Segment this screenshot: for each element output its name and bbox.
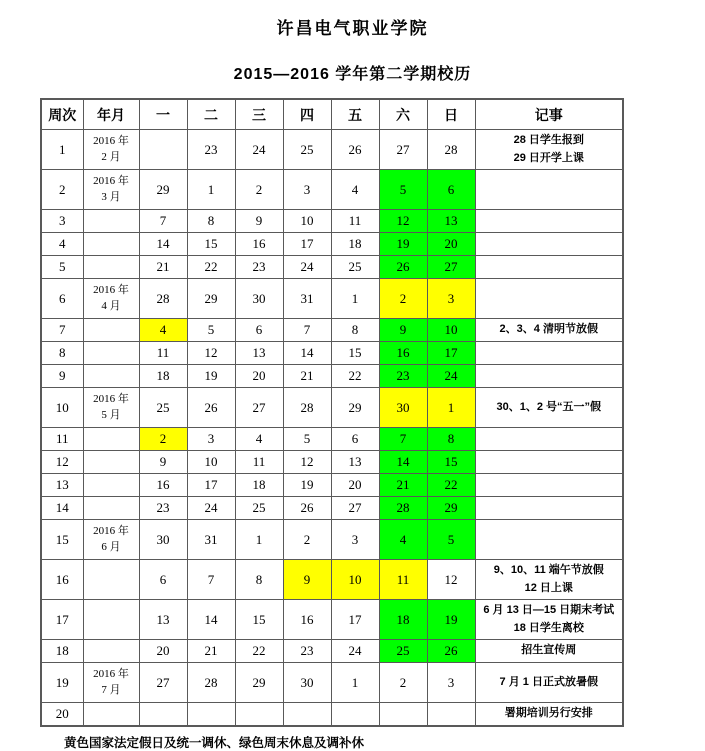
day-cell: 23 (379, 365, 427, 388)
column-header-8: 日 (427, 99, 475, 130)
day-cell: 13 (427, 210, 475, 233)
day-cell: 28 (379, 497, 427, 520)
calendar-row-week-12 (41, 451, 623, 474)
day-cell: 23 (139, 497, 187, 520)
year-month-cell: 2016 年 7 月 (83, 663, 139, 703)
day-cell: 7 (379, 428, 427, 451)
day-cell: 14 (139, 233, 187, 256)
day-cell: 1 (427, 388, 475, 428)
year-month-cell: 2016 年 6 月 (83, 520, 139, 560)
day-cell: 8 (235, 560, 283, 600)
day-cell: 21 (139, 256, 187, 279)
year-month-cell (83, 210, 139, 233)
calendar-table (40, 98, 624, 727)
day-cell: 5 (283, 428, 331, 451)
day-cell: 16 (235, 233, 283, 256)
calendar-header (41, 99, 623, 130)
calendar-row-week-4 (41, 233, 623, 256)
day-cell: 2 (283, 520, 331, 560)
calendar-row-week-19 (41, 663, 623, 703)
day-cell: 25 (235, 497, 283, 520)
week-number-cell: 10 (41, 388, 83, 428)
day-cell: 13 (139, 600, 187, 640)
day-cell: 2 (139, 428, 187, 451)
calendar-row-week-13 (41, 474, 623, 497)
day-cell: 20 (139, 640, 187, 663)
day-cell: 5 (187, 319, 235, 342)
day-cell: 8 (427, 428, 475, 451)
day-cell (235, 703, 283, 726)
calendar-row-week-6 (41, 279, 623, 319)
day-cell: 9 (283, 560, 331, 600)
day-cell: 15 (235, 600, 283, 640)
day-cell: 22 (331, 365, 379, 388)
day-cell: 22 (427, 474, 475, 497)
day-cell: 6 (331, 428, 379, 451)
note-cell (475, 428, 623, 451)
day-cell: 5 (427, 520, 475, 560)
day-cell: 14 (187, 600, 235, 640)
calendar-row-week-3 (41, 210, 623, 233)
day-cell: 29 (187, 279, 235, 319)
day-cell: 31 (283, 279, 331, 319)
year-month-cell (83, 703, 139, 726)
day-cell: 8 (187, 210, 235, 233)
calendar-row-week-8 (41, 342, 623, 365)
column-header-5: 四 (283, 99, 331, 130)
calendar-row-week-1 (41, 130, 623, 170)
calendar-row-week-18 (41, 640, 623, 663)
calendar-row-week-9 (41, 365, 623, 388)
day-cell: 20 (331, 474, 379, 497)
calendar-row-week-17 (41, 600, 623, 640)
day-cell: 3 (331, 520, 379, 560)
week-number-cell: 17 (41, 600, 83, 640)
day-cell: 17 (331, 600, 379, 640)
day-cell: 27 (379, 130, 427, 170)
day-cell: 16 (283, 600, 331, 640)
day-cell: 6 (427, 170, 475, 210)
day-cell: 24 (187, 497, 235, 520)
day-cell (379, 703, 427, 726)
week-number-cell: 12 (41, 451, 83, 474)
day-cell: 4 (379, 520, 427, 560)
week-number-cell: 19 (41, 663, 83, 703)
day-cell: 10 (331, 560, 379, 600)
column-header-3: 二 (187, 99, 235, 130)
day-cell: 25 (139, 388, 187, 428)
day-cell: 7 (187, 560, 235, 600)
year-month-cell (83, 256, 139, 279)
day-cell: 19 (187, 365, 235, 388)
day-cell: 30 (283, 663, 331, 703)
note-cell (475, 451, 623, 474)
year-month-cell: 2016 年 2 月 (83, 130, 139, 170)
column-header-2: 一 (139, 99, 187, 130)
note-cell (475, 520, 623, 560)
day-cell: 11 (235, 451, 283, 474)
day-cell: 12 (379, 210, 427, 233)
day-cell: 18 (379, 600, 427, 640)
calendar-row-week-2 (41, 170, 623, 210)
day-cell: 10 (283, 210, 331, 233)
day-cell: 12 (187, 342, 235, 365)
day-cell: 7 (139, 210, 187, 233)
day-cell: 10 (187, 451, 235, 474)
note-cell (475, 342, 623, 365)
note-cell (475, 256, 623, 279)
note-cell: 30、1、2 号“五一”假 (475, 388, 623, 428)
day-cell (331, 703, 379, 726)
calendar-subtitle: 2015—2016 学年第二学期校历 (233, 66, 472, 83)
day-cell: 18 (139, 365, 187, 388)
day-cell: 4 (235, 428, 283, 451)
day-cell: 25 (331, 256, 379, 279)
day-cell: 3 (187, 428, 235, 451)
calendar-row-week-5 (41, 256, 623, 279)
year-month-cell (83, 233, 139, 256)
day-cell: 29 (139, 170, 187, 210)
week-number-cell: 9 (41, 365, 83, 388)
year-month-cell (83, 451, 139, 474)
year-month-cell (83, 497, 139, 520)
day-cell: 21 (187, 640, 235, 663)
day-cell: 20 (235, 365, 283, 388)
day-cell: 12 (427, 560, 475, 600)
note-cell (475, 279, 623, 319)
note-cell: 招生宣传周 (475, 640, 623, 663)
note-cell (475, 233, 623, 256)
day-cell: 6 (139, 560, 187, 600)
day-cell: 4 (139, 319, 187, 342)
year-month-cell: 2016 年 5 月 (83, 388, 139, 428)
day-cell: 23 (187, 130, 235, 170)
day-cell: 27 (139, 663, 187, 703)
day-cell: 1 (331, 279, 379, 319)
note-cell: 署期培训另行安排 (475, 703, 623, 726)
calendar-row-week-16 (41, 560, 623, 600)
day-cell: 29 (235, 663, 283, 703)
week-number-cell: 16 (41, 560, 83, 600)
day-cell: 11 (379, 560, 427, 600)
day-cell: 24 (283, 256, 331, 279)
year-month-cell (83, 428, 139, 451)
week-number-cell: 18 (41, 640, 83, 663)
note-cell: 28 日学生报到 29 日开学上课 (475, 130, 623, 170)
day-cell: 13 (235, 342, 283, 365)
column-header-6: 五 (331, 99, 379, 130)
note-cell (475, 210, 623, 233)
day-cell (427, 703, 475, 726)
week-number-cell: 20 (41, 703, 83, 726)
column-header-1: 年月 (83, 99, 139, 130)
day-cell: 2 (379, 663, 427, 703)
day-cell: 16 (379, 342, 427, 365)
day-cell: 6 (235, 319, 283, 342)
day-cell: 22 (235, 640, 283, 663)
day-cell: 27 (427, 256, 475, 279)
day-cell: 27 (235, 388, 283, 428)
day-cell: 11 (331, 210, 379, 233)
day-cell: 21 (379, 474, 427, 497)
week-number-cell: 3 (41, 210, 83, 233)
note-cell: 9、10、11 端午节放假 12 日上课 (475, 560, 623, 600)
day-cell: 25 (283, 130, 331, 170)
day-cell: 19 (427, 600, 475, 640)
day-cell: 30 (235, 279, 283, 319)
calendar-row-week-20 (41, 703, 623, 726)
column-header-0: 周次 (41, 99, 83, 130)
day-cell: 12 (283, 451, 331, 474)
note-cell (475, 474, 623, 497)
calendar-row-week-15 (41, 520, 623, 560)
day-cell: 17 (283, 233, 331, 256)
day-cell: 18 (235, 474, 283, 497)
day-cell: 31 (187, 520, 235, 560)
day-cell: 15 (331, 342, 379, 365)
day-cell: 20 (427, 233, 475, 256)
day-cell: 28 (187, 663, 235, 703)
day-cell: 23 (283, 640, 331, 663)
day-cell (139, 703, 187, 726)
day-cell: 26 (283, 497, 331, 520)
day-cell: 2 (379, 279, 427, 319)
day-cell: 4 (331, 170, 379, 210)
calendar-body (41, 130, 623, 726)
day-cell (139, 130, 187, 170)
column-header-9: 记事 (475, 99, 623, 130)
day-cell: 15 (187, 233, 235, 256)
year-month-cell: 2016 年 4 月 (83, 279, 139, 319)
day-cell: 26 (331, 130, 379, 170)
day-cell: 19 (283, 474, 331, 497)
day-cell: 2 (235, 170, 283, 210)
week-number-cell: 8 (41, 342, 83, 365)
day-cell: 1 (331, 663, 379, 703)
day-cell: 16 (139, 474, 187, 497)
school-title: 许昌电气职业学院 (276, 19, 429, 38)
day-cell: 1 (235, 520, 283, 560)
year-month-cell (83, 342, 139, 365)
note-cell (475, 497, 623, 520)
week-number-cell: 5 (41, 256, 83, 279)
year-month-cell (83, 365, 139, 388)
week-number-cell: 4 (41, 233, 83, 256)
day-cell: 28 (427, 130, 475, 170)
day-cell: 3 (427, 663, 475, 703)
day-cell: 5 (379, 170, 427, 210)
day-cell: 26 (379, 256, 427, 279)
day-cell: 9 (139, 451, 187, 474)
week-number-cell: 14 (41, 497, 83, 520)
day-cell: 8 (331, 319, 379, 342)
day-cell: 11 (139, 342, 187, 365)
year-month-cell: 2016 年 3 月 (83, 170, 139, 210)
year-month-cell (83, 600, 139, 640)
day-cell: 1 (187, 170, 235, 210)
day-cell: 27 (331, 497, 379, 520)
color-legend: 黄色国家法定假日及统一调休、绿色周末休息及调补休 (64, 735, 365, 750)
day-cell: 9 (235, 210, 283, 233)
day-cell: 10 (427, 319, 475, 342)
day-cell: 25 (379, 640, 427, 663)
week-number-cell: 11 (41, 428, 83, 451)
day-cell: 17 (187, 474, 235, 497)
calendar-row-week-14 (41, 497, 623, 520)
day-cell: 24 (427, 365, 475, 388)
day-cell: 30 (139, 520, 187, 560)
week-number-cell: 2 (41, 170, 83, 210)
day-cell: 26 (427, 640, 475, 663)
day-cell: 18 (331, 233, 379, 256)
day-cell: 29 (427, 497, 475, 520)
day-cell: 28 (139, 279, 187, 319)
calendar-row-week-11 (41, 428, 623, 451)
day-cell: 17 (427, 342, 475, 365)
note-cell: 7 月 1 日正式放暑假 (475, 663, 623, 703)
note-cell (475, 365, 623, 388)
week-number-cell: 13 (41, 474, 83, 497)
calendar-row-week-10 (41, 388, 623, 428)
year-month-cell (83, 640, 139, 663)
note-cell: 6 月 13 日—15 日期末考试 18 日学生离校 (475, 600, 623, 640)
day-cell: 13 (331, 451, 379, 474)
week-number-cell: 1 (41, 130, 83, 170)
day-cell: 9 (379, 319, 427, 342)
week-number-cell: 15 (41, 520, 83, 560)
column-header-7: 六 (379, 99, 427, 130)
day-cell: 14 (283, 342, 331, 365)
note-cell (475, 170, 623, 210)
day-cell: 23 (235, 256, 283, 279)
day-cell: 26 (187, 388, 235, 428)
year-month-cell (83, 560, 139, 600)
day-cell: 28 (283, 388, 331, 428)
column-header-4: 三 (235, 99, 283, 130)
day-cell: 29 (331, 388, 379, 428)
year-month-cell (83, 319, 139, 342)
day-cell: 7 (283, 319, 331, 342)
day-cell: 19 (379, 233, 427, 256)
day-cell: 21 (283, 365, 331, 388)
day-cell: 3 (283, 170, 331, 210)
day-cell: 30 (379, 388, 427, 428)
day-cell (187, 703, 235, 726)
calendar-row-week-7 (41, 319, 623, 342)
day-cell: 15 (427, 451, 475, 474)
day-cell: 22 (187, 256, 235, 279)
day-cell (283, 703, 331, 726)
week-number-cell: 7 (41, 319, 83, 342)
week-number-cell: 6 (41, 279, 83, 319)
day-cell: 14 (379, 451, 427, 474)
year-month-cell (83, 474, 139, 497)
day-cell: 24 (235, 130, 283, 170)
note-cell: 2、3、4 清明节放假 (475, 319, 623, 342)
day-cell: 24 (331, 640, 379, 663)
day-cell: 3 (427, 279, 475, 319)
